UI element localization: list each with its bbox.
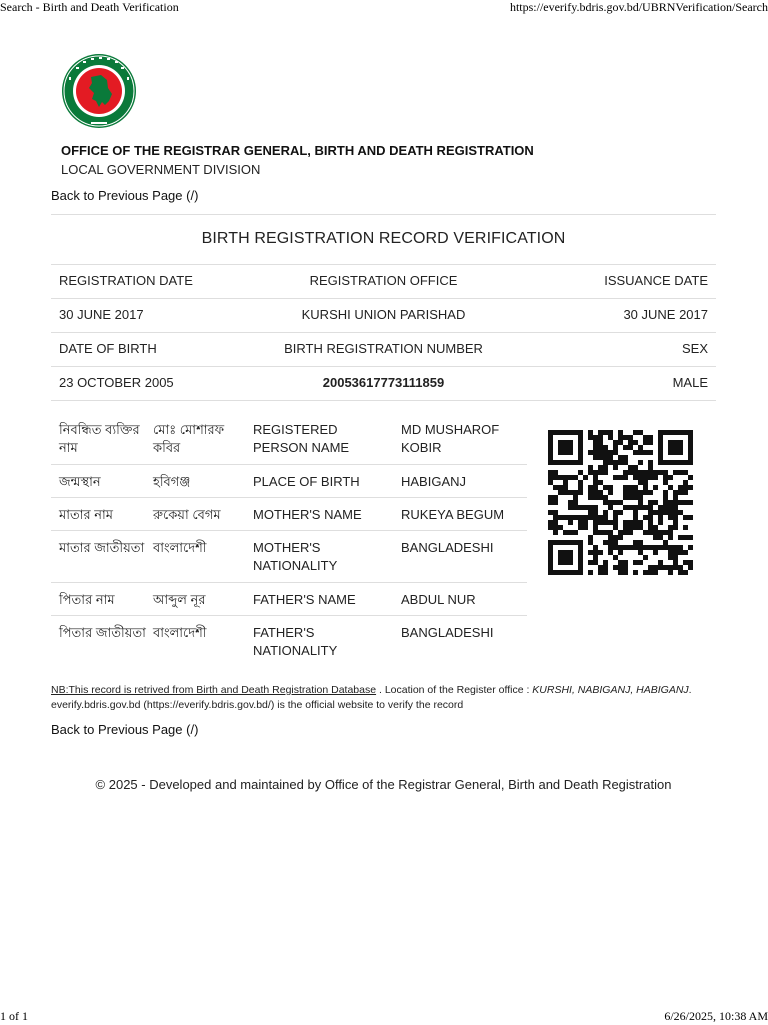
bn-label: মাতার জাতীয়তা bbox=[59, 540, 145, 555]
en-label: PLACE OF BIRTH bbox=[253, 474, 360, 489]
registration-date-value: 30 JUNE 2017 bbox=[59, 307, 144, 322]
bn-label: মাতার নাম bbox=[59, 507, 114, 522]
en-label: MOTHER'S NAME bbox=[253, 507, 362, 522]
en-value: MD MUSHAROF KOBIR bbox=[401, 422, 500, 455]
bn-label: জন্মস্থান bbox=[59, 474, 101, 489]
en-label: REGISTERED PERSON NAME bbox=[253, 422, 350, 455]
bn-value: আব্দুল নূর bbox=[153, 592, 206, 607]
bn-value: রুকেয়া বেগম bbox=[153, 507, 221, 522]
sex-value: MALE bbox=[672, 375, 708, 390]
summary-header-row bbox=[51, 264, 716, 298]
date-of-birth-label: DATE OF BIRTH bbox=[59, 341, 157, 356]
note-location-label: . Location of the Register office : bbox=[376, 684, 533, 696]
note-suffix: . everify.bdris.gov.bd (https://everify.bdris.gov.bd/) is the official website to verify the record bbox=[51, 684, 692, 711]
bn-label: পিতার জাতীয়তা bbox=[59, 625, 146, 640]
print-page-url: https://everify.bdris.gov.bd/UBRNVerification/Search bbox=[509, 0, 768, 14]
en-value: RUKEYA BEGUM bbox=[401, 507, 505, 522]
table-row bbox=[51, 413, 527, 465]
en-label: MOTHER'S NATIONALITY bbox=[253, 540, 338, 573]
qr-code-icon bbox=[544, 430, 697, 575]
office-title: OFFICE OF THE REGISTRAR GENERAL, BIRTH AND DEATH REGISTRATION bbox=[61, 143, 534, 158]
office-subtitle: LOCAL GOVERNMENT DIVISION bbox=[61, 162, 261, 177]
bn-value: মোঃ মোশারফ কবির bbox=[153, 422, 225, 455]
back-to-previous-link[interactable]: Back to Previous Page (/) bbox=[51, 188, 199, 203]
summary-bottom-border bbox=[51, 400, 716, 401]
record-source-note bbox=[51, 683, 721, 713]
summary-value-row bbox=[51, 298, 716, 332]
bn-value: বাংলাদেশী bbox=[153, 540, 207, 555]
record-title: BIRTH REGISTRATION RECORD VERIFICATION bbox=[201, 230, 566, 247]
divider bbox=[51, 214, 716, 215]
print-header bbox=[0, 0, 768, 16]
copyright-text: © 2025 - Developed and maintained by Office of the Registrar General, Birth and Death Registration bbox=[95, 777, 672, 792]
table-row bbox=[51, 465, 527, 498]
en-label: FATHER'S NAME bbox=[253, 592, 356, 607]
print-page-title: Search - Birth and Death Verification bbox=[0, 0, 179, 14]
bn-value: হবিগঞ্জ bbox=[153, 474, 191, 489]
en-label: FATHER'S NATIONALITY bbox=[253, 625, 338, 658]
registration-office-value: KURSHI UNION PARISHAD bbox=[301, 307, 466, 322]
government-seal-icon bbox=[61, 53, 137, 129]
table-row bbox=[51, 583, 527, 616]
en-value: BANGLADESHI bbox=[401, 540, 494, 555]
back-to-previous-link-bottom[interactable]: Back to Previous Page (/) bbox=[51, 722, 199, 737]
note-source: NB:This record is retrived from Birth and Death Registration Database bbox=[51, 684, 377, 696]
date-of-birth-value: 23 OCTOBER 2005 bbox=[59, 375, 174, 390]
bn-label: পিতার নাম bbox=[59, 592, 115, 607]
print-footer bbox=[0, 1009, 768, 1025]
bn-value: বাংলাদেশী bbox=[153, 625, 207, 640]
table-row bbox=[51, 498, 527, 531]
birth-registration-number-label: BIRTH REGISTRATION NUMBER bbox=[284, 341, 483, 356]
issuance-date-label: ISSUANCE DATE bbox=[604, 273, 708, 288]
print-datetime: 6/26/2025, 10:38 AM bbox=[664, 1009, 768, 1023]
table-row bbox=[51, 531, 527, 583]
en-value: ABDUL NUR bbox=[401, 592, 476, 607]
registration-date-label: REGISTRATION DATE bbox=[59, 273, 193, 288]
summary-header-row bbox=[51, 332, 716, 366]
note-location: KURSHI, NABIGANJ, HABIGANJ bbox=[532, 684, 689, 696]
sex-label: SEX bbox=[681, 341, 708, 356]
summary-value-row bbox=[51, 366, 716, 400]
registration-office-label: REGISTRATION OFFICE bbox=[309, 273, 458, 288]
issuance-date-value: 30 JUNE 2017 bbox=[623, 307, 708, 322]
summary-table bbox=[51, 264, 716, 401]
birth-registration-number-value: 20053617773111859 bbox=[322, 375, 445, 390]
print-page-number: 1 of 1 bbox=[0, 1009, 28, 1023]
en-value: HABIGANJ bbox=[401, 474, 467, 489]
table-row bbox=[51, 616, 527, 664]
person-details-table bbox=[51, 413, 527, 664]
bn-label: নিবন্ধিত ব্যক্তির নাম bbox=[59, 422, 140, 455]
en-value: BANGLADESHI bbox=[401, 625, 494, 640]
